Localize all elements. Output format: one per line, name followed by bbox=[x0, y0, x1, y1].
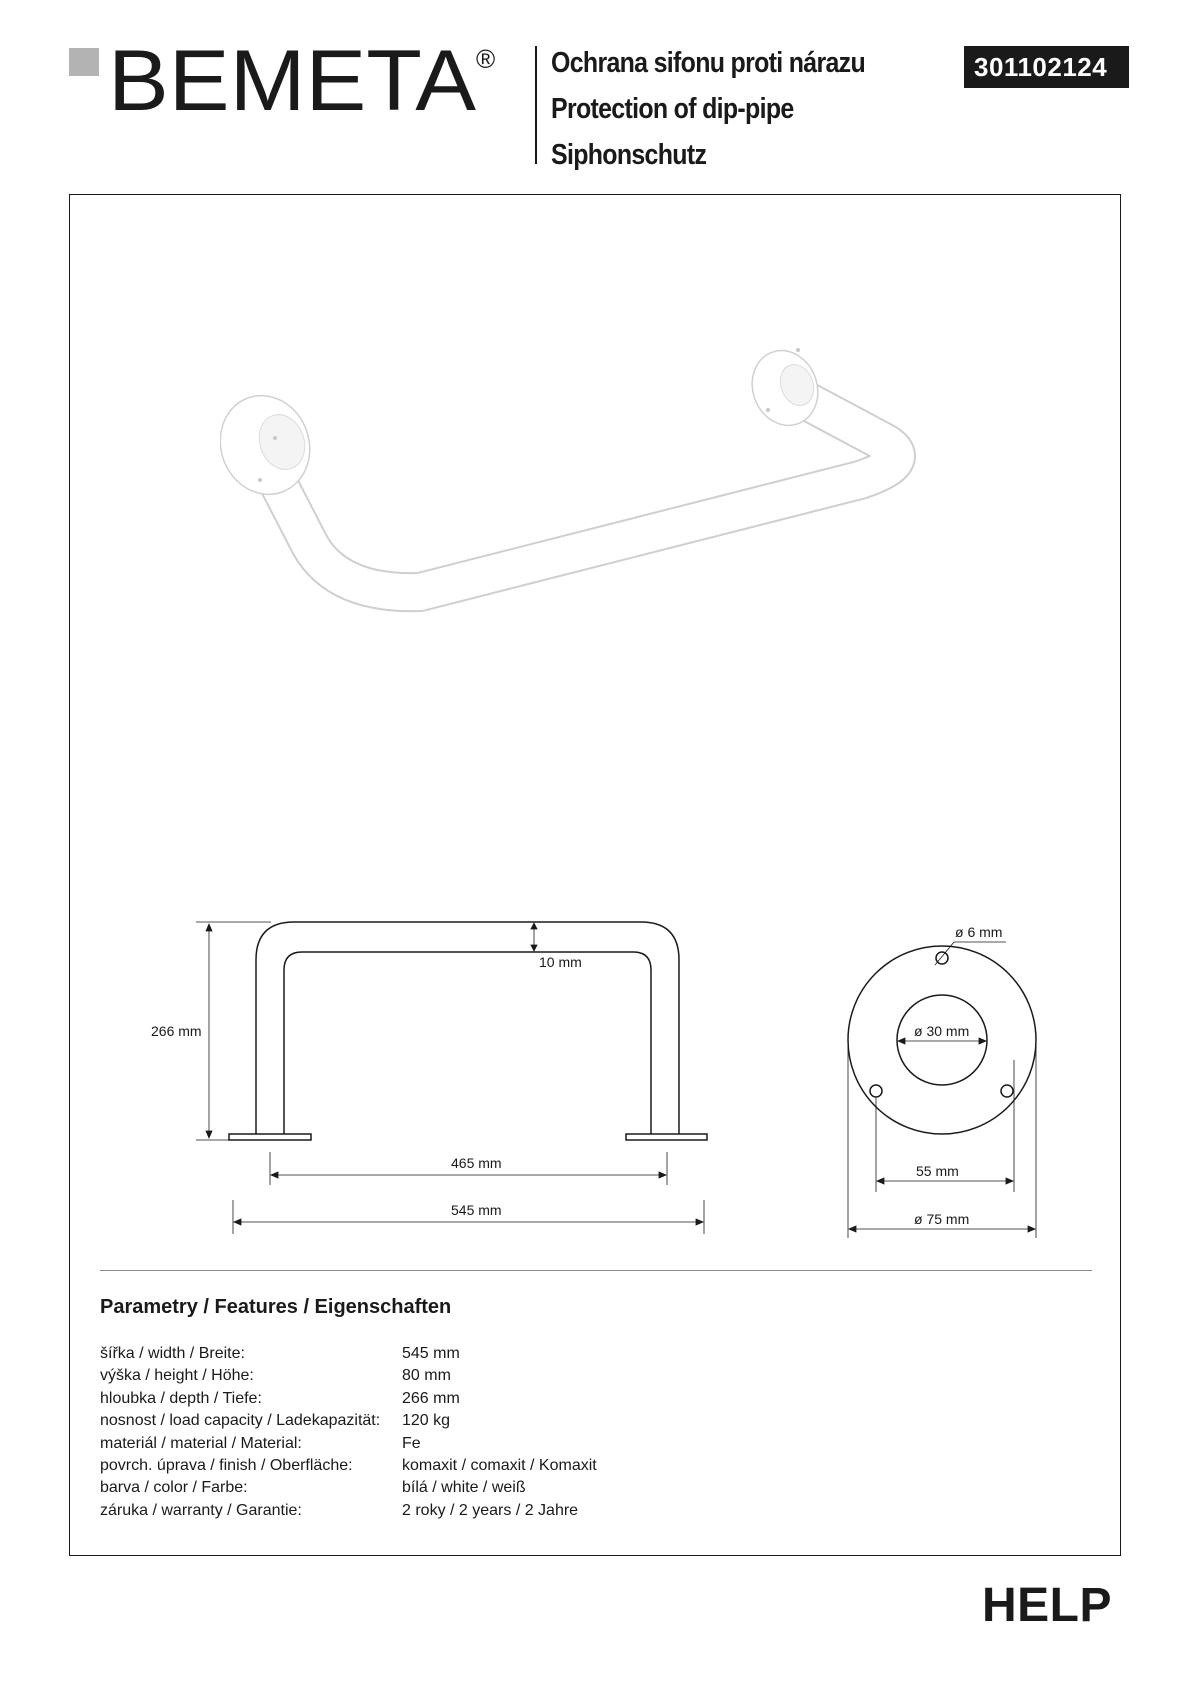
registered-mark: ® bbox=[476, 44, 496, 74]
feature-value: bílá / white / weiß bbox=[402, 1479, 526, 1497]
features-table bbox=[100, 1343, 597, 1522]
tube-gap-dimension-label: 10 mm bbox=[539, 954, 582, 970]
outer-width-dimension-label: 545 mm bbox=[451, 1202, 502, 1218]
feature-value: 80 mm bbox=[402, 1367, 451, 1385]
feature-row bbox=[100, 1455, 597, 1477]
feature-label: šířka / width / Breite: bbox=[100, 1345, 245, 1362]
feature-label: nosnost / load capacity / Ladekapazität: bbox=[100, 1412, 381, 1430]
feature-row bbox=[100, 1433, 597, 1455]
feature-value: 266 mm bbox=[402, 1389, 460, 1407]
flange-diameter-label: ø 75 mm bbox=[914, 1211, 970, 1227]
features-heading: Parametry / Features / Eigenschaften bbox=[100, 1296, 452, 1318]
product-code-badge: 301102124 bbox=[964, 46, 1129, 88]
feature-label: výška / height / Höhe: bbox=[100, 1367, 254, 1385]
hole-diameter-label: ø 6 mm bbox=[955, 924, 1003, 940]
feature-value: 545 mm bbox=[402, 1345, 460, 1362]
feature-value: Fe bbox=[402, 1434, 421, 1452]
feature-value: 2 roky / 2 years / 2 Jahre bbox=[402, 1501, 579, 1519]
title-en: Protection of dip-pipe bbox=[551, 93, 794, 125]
logo-wordmark: BEMETA bbox=[108, 38, 477, 118]
feature-row bbox=[100, 1500, 597, 1522]
feature-label: barva / color / Farbe: bbox=[100, 1479, 248, 1497]
section-divider bbox=[100, 1270, 1092, 1271]
title-de: Siphonschutz bbox=[551, 139, 707, 171]
feature-row bbox=[100, 1410, 597, 1432]
feature-value: komaxit / comaxit / Komaxit bbox=[402, 1457, 597, 1475]
inner-width-dimension-label: 465 mm bbox=[451, 1155, 502, 1171]
feature-label: povrch. úprava / finish / Oberfläche: bbox=[100, 1457, 353, 1475]
front-view-dimensions bbox=[196, 922, 704, 1234]
feature-label: hloubka / depth / Tiefe: bbox=[100, 1389, 262, 1407]
feature-label: záruka / warranty / Garantie: bbox=[100, 1501, 302, 1519]
height-dimension-label: 266 mm bbox=[151, 1023, 202, 1039]
feature-row bbox=[100, 1477, 597, 1499]
feature-row bbox=[100, 1388, 597, 1410]
hole-spacing-label: 55 mm bbox=[916, 1163, 959, 1179]
title-cz: Ochrana sifonu proti nárazu bbox=[551, 47, 866, 79]
front-view bbox=[229, 922, 707, 1140]
feature-label: materiál / material / Material: bbox=[100, 1434, 302, 1452]
feature-row bbox=[100, 1365, 597, 1387]
series-label: HELP bbox=[982, 1579, 1113, 1632]
feature-row bbox=[100, 1343, 597, 1365]
flange-view-dimensions bbox=[848, 942, 1036, 1238]
center-hole-diameter-label: ø 30 mm bbox=[914, 1023, 970, 1039]
feature-value: 120 kg bbox=[402, 1412, 451, 1430]
